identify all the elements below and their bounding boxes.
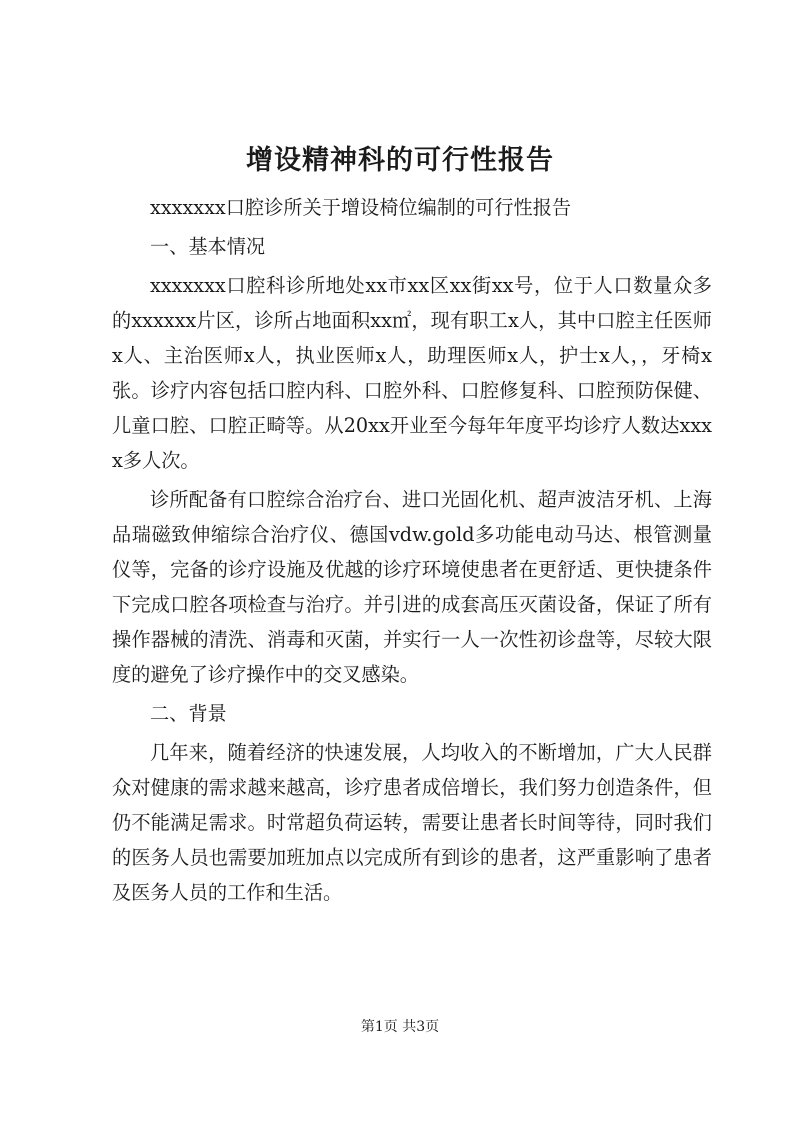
document-title: 增设精神科的可行性报告 (246, 145, 554, 176)
document-body (112, 190, 712, 910)
paragraph-equipment: 诊所配备有口腔综合治疗台、进口光固化机、超声波洁牙机、上海品瑞磁致伸缩综合治疗仪、德国vdw.gold多功能电动马达、根管测量仪等，完备的诊疗设施及优越的诊疗环境使患者在更舒适、更快捷条件下完成口腔各项检查与治疗。并引进的成套高压灭菌设备，保证了所有操作器械的清洗、消毒和灭菌，并实行一人一次性初诊盘等，尽较大限度的避免了诊疗操作中的交叉感染。 (112, 488, 712, 686)
section-heading-background: 二、背景 (150, 702, 227, 725)
report-subtitle: xxxxxxx口腔诊所关于增设椅位编制的可行性报告 (150, 196, 572, 219)
page-footer: 第1页 共3页 (360, 1019, 440, 1035)
paragraph-background: 几年来，随着经济的快速发展，人均收入的不断增加，广大人民群众对健康的需求越来越高，诊疗患者成倍增长，我们努力创造条件，但仍不能满足需求。时常超负荷运转，需要让患者长时间等待，同时我们的医务人员也需要加班加点以完成所有到诊的患者，这严重影响了患者及医务人员的工作和生活。 (112, 741, 712, 904)
paragraph-basic-info: xxxxxxx口腔科诊所地处xx市xx区xx街xx号，位于人口数量众多的xxxxxx片区，诊所占地面积xx㎡，现有职工x人，其中口腔主任医师x人、主治医师x人，执业医师x人，助理医师x人，护士x人，，牙椅x张。诊疗内容包括口腔内科、口腔外科、口腔修复科、口腔预防保健、儿童口腔、口腔正畸等。从20xx开业至今每年年度平均诊疗人数达xxxx多人次。 (112, 274, 712, 472)
section-heading-basic-info: 一、基本情况 (150, 235, 266, 258)
